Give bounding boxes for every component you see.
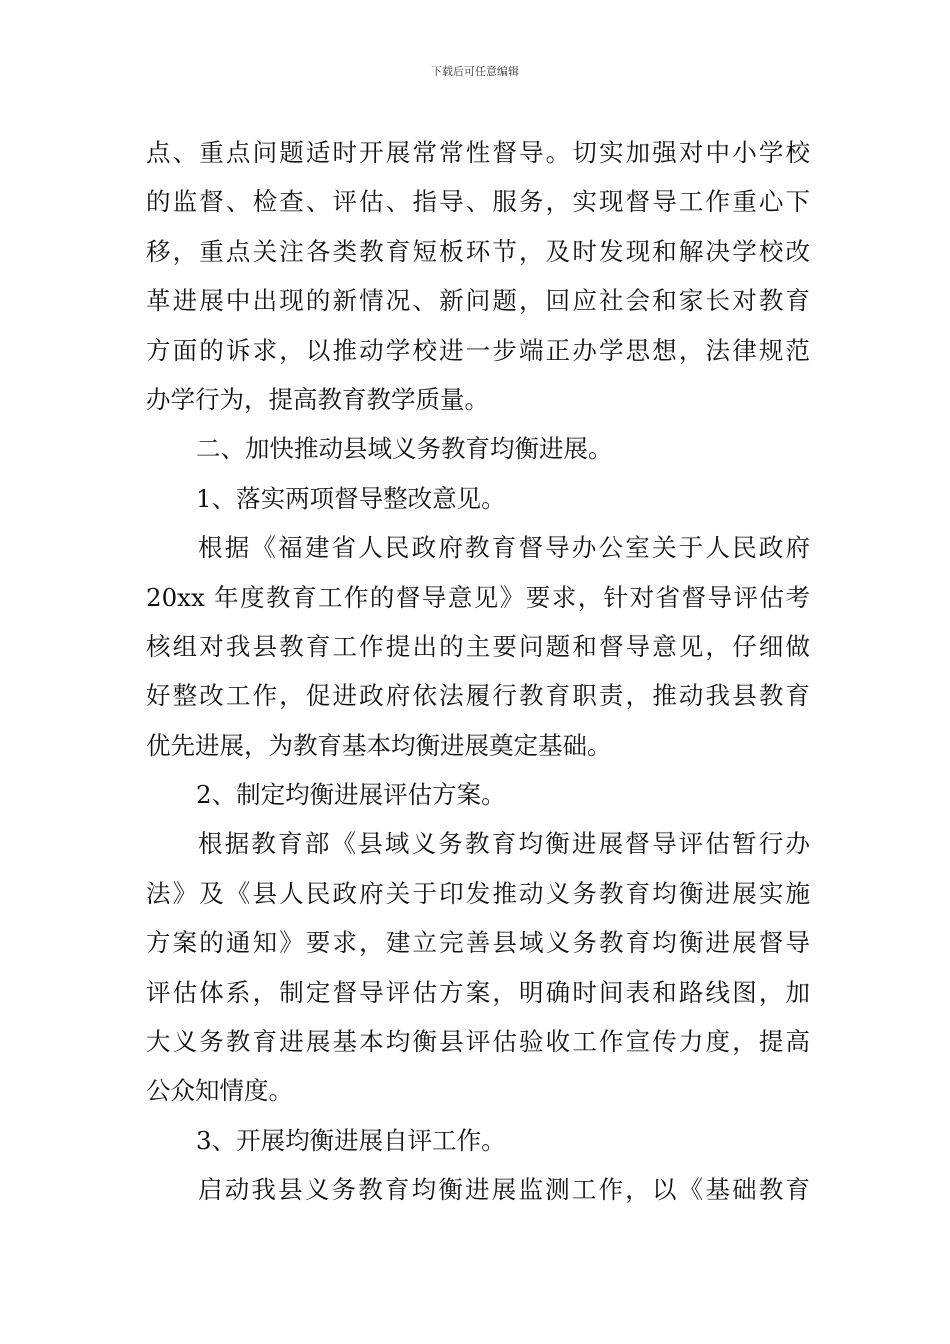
text-line: 启动我县义务教育均衡进展监测工作，以《基础教育 [198, 1175, 810, 1205]
text-line: 的监督、检查、评估、指导、服务，实现督导工作重心下 [146, 187, 810, 217]
text-line: 根据教育部《县域义务教育均衡进展督导评估暂行办 [198, 829, 810, 859]
text-line: 公众知情度。 [146, 1076, 293, 1106]
text-line: 革进展中出现的新情况、新问题，回应社会和家长对教育 [146, 286, 810, 316]
section-heading: 二、加快推动县域义务教育均衡进展。 [196, 434, 613, 464]
text-line: 根据《福建省人民政府教育督导办公室关于人民政府 [198, 533, 810, 563]
text-line: 大义务教育进展基本均衡县评估验收工作宣传力度，提高 [146, 1027, 810, 1057]
text-line: 方案的通知》要求，建立完善县域义务教育均衡进展督导 [146, 928, 810, 958]
text-line: 好整改工作，促进政府依法履行教育职责，推动我县教育 [146, 681, 810, 711]
subsection-heading: 2、制定均衡进展评估方案。 [196, 780, 506, 810]
text-line: 核组对我县教育工作提出的主要问题和督导意见，仔细做 [146, 631, 810, 661]
text-line: 法》及《县人民政府关于印发推动义务教育均衡进展实施 [146, 878, 810, 908]
subsection-heading: 3、开展均衡进展自评工作。 [196, 1125, 506, 1155]
text-line: 优先进展，为教育基本均衡进展奠定基础。 [146, 730, 612, 760]
text-line: 评估体系，制定督导评估方案，明确时间表和路线图，加 [146, 977, 810, 1007]
document-body [146, 128, 810, 1215]
text-line: 移，重点关注各类教育短板环节，及时发现和解决学校改 [146, 236, 810, 266]
subsection-heading: 1、落实两项督导整改意见。 [196, 483, 506, 513]
text-line: 20xx 年度教育工作的督导意见》要求，针对省督导评估考 [146, 582, 810, 612]
page-header: 下载后可任意编辑 [431, 65, 519, 78]
text-line: 点、重点问题适时开展常常性督导。切实加强对中小学校 [146, 138, 810, 167]
text-line: 方面的诉求，以推动学校进一步端正办学思想，法律规范 [146, 335, 810, 365]
text-line: 办学行为，提高教育教学质量。 [146, 384, 489, 414]
